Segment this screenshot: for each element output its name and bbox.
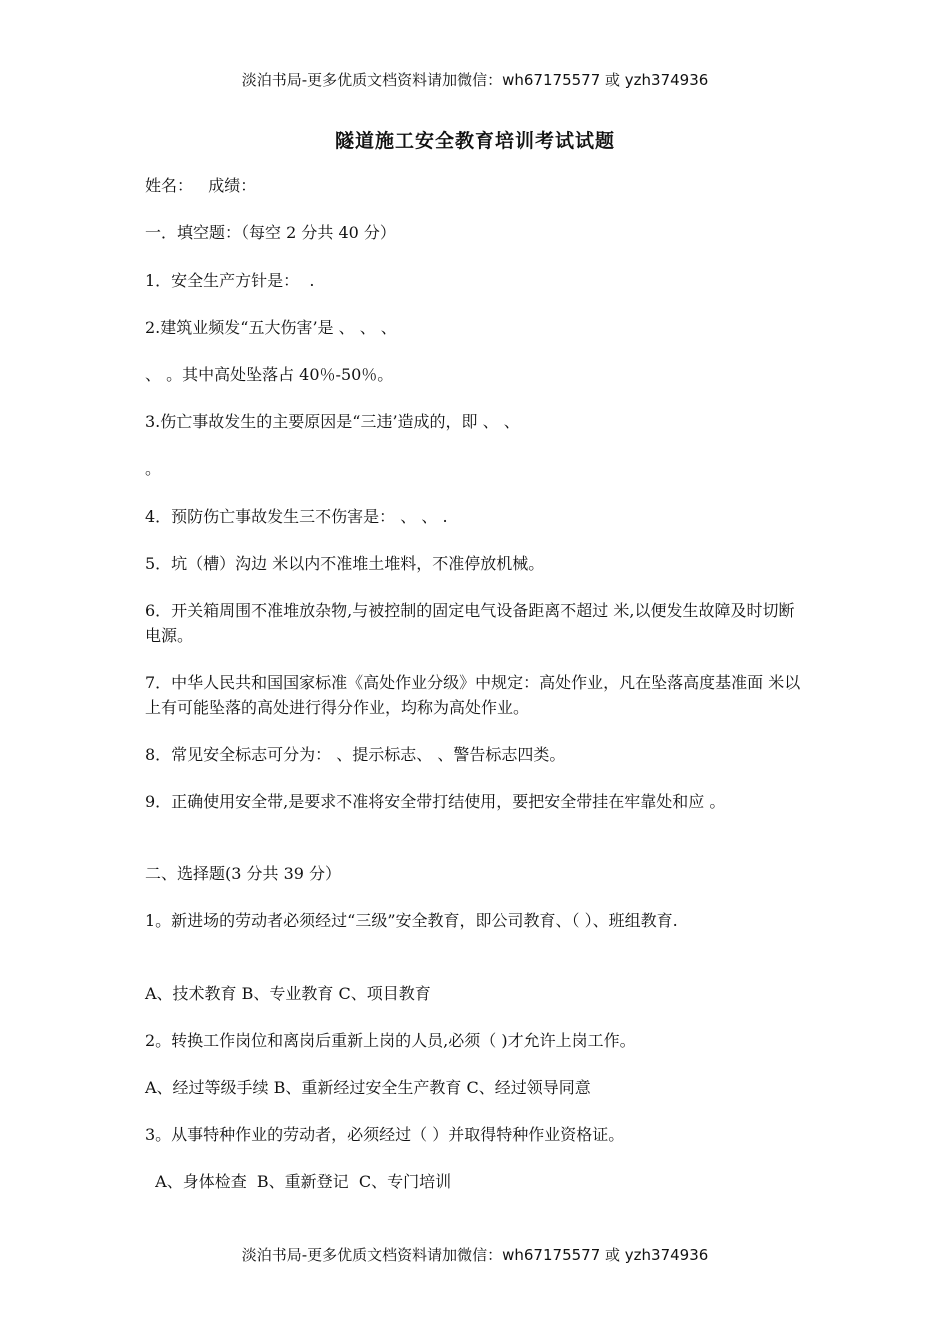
- fill-question-7: 7．中华人民共和国国家标准《高处作业分级》中规定：高处作业，凡在坠落高度基准面 米以上有可能坠落的高处进行得分作业，均称为高处作业。: [145, 673, 801, 717]
- footer-watermark: 淡泊书局-更多优质文档资料请加微信：wh67175577 或 yzh374936: [241, 1246, 709, 1264]
- choice-question-1: 1。新进场的劳动者必须经过“三级”安全教育，即公司教育、（ ）、班组教育.: [145, 911, 678, 930]
- fill-question-2-cont: 、 。其中高处坠落占 40％-50％。: [145, 365, 394, 384]
- choice-question-3: 3。从事特种作业的劳动者，必须经过（ ）并取得特种作业资格证。: [145, 1125, 625, 1144]
- fill-question-4: 4．预防伤亡事故发生三不伤害是： 、 、 .: [145, 507, 448, 526]
- fill-question-3: 3.伤亡事故发生的主要原因是“三违’造成的，即 、 、: [145, 412, 520, 431]
- name-score-line: 姓名： 成绩：: [145, 176, 257, 195]
- fill-question-9: 9．正确使用安全带,是要求不准将安全带打结使用，要把安全带挂在牢靠处和应 。: [145, 792, 726, 811]
- section2-heading: 二、选择题(3 分共 39 分）: [145, 864, 342, 883]
- fill-question-5: 5．坑（槽）沟边 米以内不准堆土堆料，不准停放机械。: [145, 554, 545, 573]
- choice-question-2: 2。转换工作岗位和离岗后重新上岗的人员,必须（ )才允许上岗工作。: [145, 1031, 636, 1050]
- fill-question-6: 6．开关箱周围不准堆放杂物,与被控制的固定电气设备距离不超过 米,以便发生故障及时切断电源。: [145, 601, 795, 645]
- fill-question-1: 1．安全生产方针是： .: [145, 271, 315, 290]
- section1-heading: 一．填空题：（每空 2 分共 40 分）: [145, 223, 396, 242]
- choice-question-2-options: A、经过等级手续 B、重新经过安全生产教育 C、经过领导同意: [145, 1078, 591, 1097]
- choice-question-1-options: A、技术教育 B、专业教育 C、项目教育: [145, 984, 431, 1003]
- header-watermark: 淡泊书局-更多优质文档资料请加微信：wh67175577 或 yzh374936: [241, 71, 709, 89]
- fill-question-3-cont: 。: [145, 459, 162, 478]
- document-title: 隧道施工安全教育培训考试试题: [334, 130, 615, 152]
- fill-question-8: 8．常见安全标志可分为： 、提示标志、 、警告标志四类。: [145, 745, 566, 764]
- fill-question-2: 2.建筑业频发“五大伤害’是 、 、 、: [145, 318, 397, 337]
- choice-question-3-options: A、身体检查 B、重新登记 C、专门培训: [145, 1172, 452, 1191]
